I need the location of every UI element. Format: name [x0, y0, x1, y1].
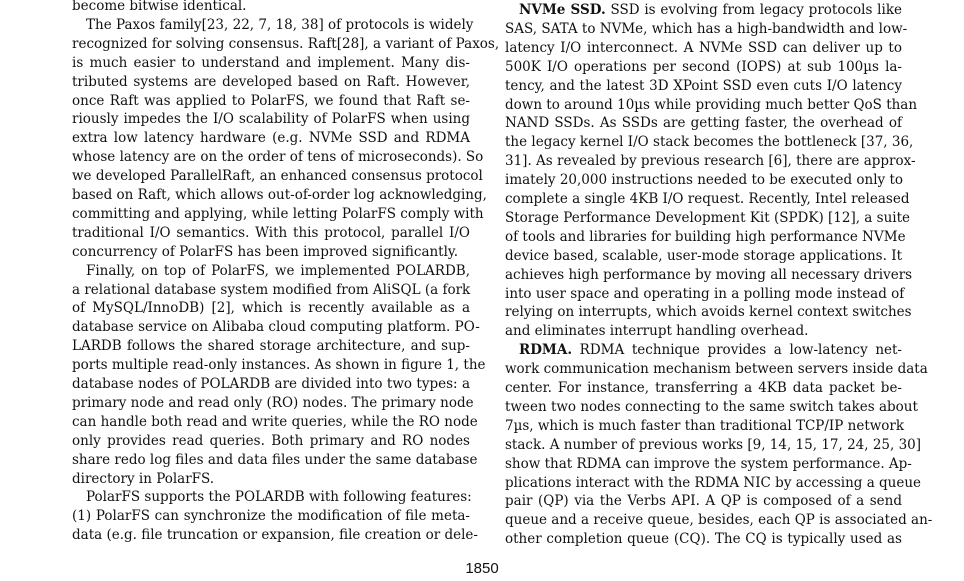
text-line	[505, 341, 902, 361]
line-text: RDMA technique provides a low-latency net-	[572, 342, 902, 359]
line-text: only provides read queries. Both primary and RO nodes	[72, 432, 470, 449]
text-line	[505, 209, 910, 229]
line-text: primary node and read only (RO) nodes. The primary node	[72, 394, 474, 411]
line-text: ports multiple read-only instances. As shown in figure 1, the	[72, 357, 486, 374]
text-line	[505, 266, 913, 286]
text-line	[505, 417, 905, 437]
line-text: database nodes of POLARDB are divided into two types: a	[72, 376, 470, 392]
paragraph-heading: NVMe SSD.	[519, 2, 606, 18]
line-text: SAS, SATA to NVMe, which has a high-bandwidth and low-	[505, 20, 908, 37]
line-text: (1) PolarFS can synchronize the modification of file meta-	[72, 508, 470, 525]
line-text: 7µs, which is much faster than traditional TCP/IP network	[505, 417, 905, 434]
line-text: imately 20,000 instructions needed to be executed only to	[505, 172, 904, 189]
line-text: of MySQL/InnoDB) [2], which is recently available as a	[72, 300, 470, 317]
text-line	[72, 54, 470, 74]
text-line	[505, 133, 914, 153]
text-line	[505, 474, 922, 494]
line-text: we developed ParallelRaft, an enhanced consensus protocol	[72, 168, 483, 185]
text-line	[72, 148, 484, 168]
line-text: tween two nodes connecting to the same switch takes about	[505, 398, 918, 415]
line-text: tency, and the latest 3D XPoint SSD even cuts I/O latency	[505, 77, 902, 94]
line-text: queue and a receive queue, besides, each QP is associated an-	[505, 512, 933, 529]
line-text: Finally, on top of PolarFS, we implemented POLARDB,	[86, 262, 470, 279]
line-text: committing and applying, while letting PolarFS comply with	[72, 205, 484, 222]
line-text: whose latency are on the order of tens of microseconds). So	[72, 149, 484, 166]
text-line	[72, 110, 470, 130]
text-line	[505, 530, 902, 550]
text-line	[72, 470, 470, 490]
line-text: device based, scalable, user-mode storage applications. It	[505, 247, 902, 264]
line-text: become bitwise identical.	[72, 0, 247, 14]
line-text: NAND SSDs. As SSDs are getting faster, the overhead of	[505, 115, 902, 132]
text-line	[505, 171, 902, 191]
text-line	[72, 432, 470, 452]
text-line	[72, 488, 470, 508]
text-line	[72, 73, 470, 93]
page-number: 1850	[465, 560, 499, 577]
text-line	[72, 186, 487, 206]
text-line	[505, 492, 902, 512]
line-text: The Paxos family[23, 22, 7, 18, 38] of protocols is widely	[86, 16, 474, 33]
text-line	[505, 360, 928, 380]
text-line	[505, 152, 916, 172]
text-line	[72, 0, 470, 17]
text-line	[72, 224, 470, 244]
text-line	[72, 262, 470, 282]
line-text: tributed systems are developed based on Raft. However,	[72, 73, 470, 90]
text-line	[72, 356, 486, 376]
line-text: of tools and libraries for building high performance NVMe	[505, 228, 906, 245]
text-line	[72, 318, 480, 338]
text-line	[72, 35, 500, 55]
text-line	[72, 129, 470, 149]
line-text: SSD is evolving from legacy protocols like	[605, 2, 902, 18]
line-text: based on Raft, which allows out-of-order log acknowledging,	[72, 187, 487, 203]
line-text: and eliminates interrupt handling overhead.	[505, 323, 809, 340]
text-line	[72, 167, 483, 187]
text-line	[505, 436, 922, 456]
text-line	[72, 413, 478, 433]
text-line	[505, 96, 918, 116]
text-line	[72, 507, 470, 527]
line-text: complete a single 4KB I/O request. Recently, Intel released	[505, 191, 910, 207]
text-line	[72, 243, 470, 263]
text-line	[72, 92, 470, 112]
text-line	[72, 375, 470, 395]
line-text: LARDB follows the shared storage architecture, and sup-	[72, 338, 470, 355]
text-line	[505, 228, 906, 248]
line-text: pair (QP) via the Verbs API. A QP is composed of a send	[505, 493, 902, 510]
text-line	[505, 379, 902, 399]
line-text: extra low latency hardware (e.g. NVMe SSD and RDMA	[72, 130, 470, 147]
line-text: work communication mechanism between servers inside data	[505, 361, 928, 378]
line-text: directory in PolarFS.	[72, 470, 215, 487]
line-text: plications interact with the RDMA NIC by accessing a queue	[505, 474, 922, 491]
text-line	[505, 39, 902, 59]
text-line	[505, 190, 910, 210]
text-line	[505, 322, 902, 342]
text-line	[505, 511, 933, 531]
line-text: 500K I/O operations per second (IOPS) at sub 100µs la-	[505, 58, 902, 75]
text-line	[72, 16, 474, 36]
line-text: achieves high performance by moving all necessary drivers	[505, 266, 913, 283]
line-text: latency I/O interconnect. A NVMe SSD can deliver up to	[505, 39, 902, 56]
text-line	[505, 247, 902, 267]
text-line	[505, 58, 902, 78]
paragraph-heading: RDMA.	[519, 342, 573, 359]
line-text: a relational database system modified from AliSQL (a fork	[72, 281, 471, 298]
line-text: concurrency of PolarFS has been improved significantly.	[72, 243, 459, 260]
text-line	[505, 114, 902, 134]
line-text: PolarFS supports the POLARDB with following features:	[86, 489, 472, 506]
line-text: Storage Performance Development Kit (SPDK) [12], a suite	[505, 209, 910, 226]
text-line	[505, 77, 902, 97]
text-line	[505, 455, 912, 475]
line-text: riously impedes the I/O scalability of PolarFS when using	[72, 111, 470, 128]
line-text: traditional I/O semantics. With this protocol, parallel I/O	[72, 224, 470, 241]
line-text: 31]. As revealed by previous research [6], there are approx-	[505, 153, 916, 170]
line-text: database service on Alibaba cloud computing platform. PO-	[72, 319, 480, 336]
text-line	[505, 1, 902, 21]
text-line	[72, 205, 484, 225]
line-text: recognized for solving consensus. Raft[28], a variant of Paxos,	[72, 35, 500, 52]
line-text: the legacy kernel I/O stack becomes the bottleneck [37, 36,	[505, 134, 914, 151]
line-text: once Raft was applied to PolarFS, we found that Raft se-	[72, 92, 470, 109]
line-text: share redo log files and data files under the same database	[72, 451, 478, 468]
text-line	[72, 394, 474, 414]
line-text: into user space and operating in a polling mode instead of	[505, 285, 905, 302]
line-text: data (e.g. file truncation or expansion, file creation or dele-	[72, 527, 478, 544]
line-text: is much easier to understand and implement. Many dis-	[72, 54, 470, 71]
line-text: can handle both read and write queries, while the RO node	[72, 413, 478, 430]
line-text: stack. A number of previous works [9, 14, 15, 17, 24, 25, 30]	[505, 436, 922, 453]
text-line	[505, 20, 908, 40]
line-text: center. For instance, transferring a 4KB data packet be-	[505, 380, 902, 396]
text-line	[72, 299, 470, 319]
line-text: other completion queue (CQ). The CQ is typically used as	[505, 531, 902, 548]
text-line	[72, 281, 470, 301]
text-line	[72, 451, 478, 471]
text-line	[505, 285, 905, 305]
text-line	[505, 398, 918, 418]
line-text: down to around 10µs while providing much better QoS than	[505, 96, 918, 113]
line-text: relying on interrupts, which avoids kernel context switches	[505, 304, 912, 321]
text-line	[505, 303, 912, 323]
text-line	[72, 526, 478, 546]
text-line	[72, 337, 470, 357]
line-text: show that RDMA can improve the system performance. Ap-	[505, 455, 912, 472]
